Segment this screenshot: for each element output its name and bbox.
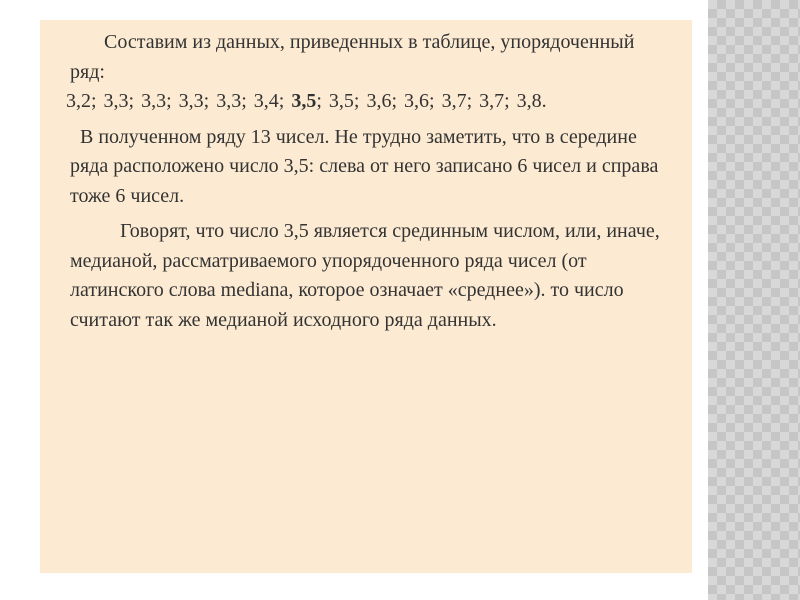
- paragraph-intro: Составим из данных, приведенных в таблице, упорядоченный ряд:: [70, 31, 635, 83]
- series-before-median: 3,2; 3,3; 3,3; 3,3; 3,3; 3,4;: [66, 90, 292, 112]
- series-after-median: ; 3,5; 3,6; 3,6; 3,7; 3,7; 3,8.: [316, 90, 547, 112]
- series-median-value: 3,5: [291, 90, 317, 112]
- decorative-side-panel: [708, 0, 800, 600]
- paragraph-median-definition: Говорят, что число 3,5 является срединным числом, или, иначе, медианой, рассматриваемого упорядоченного ряда чисел (от латинского слова mediana, которое означает «среднее»). то число считают так же медианой исходного ряда данных.: [70, 220, 660, 331]
- slide-text: [66, 28, 670, 335]
- paragraph-count: В полученном ряду 13 чисел. Не трудно заметить, что в середине ряда расположено число 3,5: слева от него записано 6 чисел и справа тоже 6 чисел.: [70, 125, 659, 207]
- ordered-series: [66, 87, 670, 117]
